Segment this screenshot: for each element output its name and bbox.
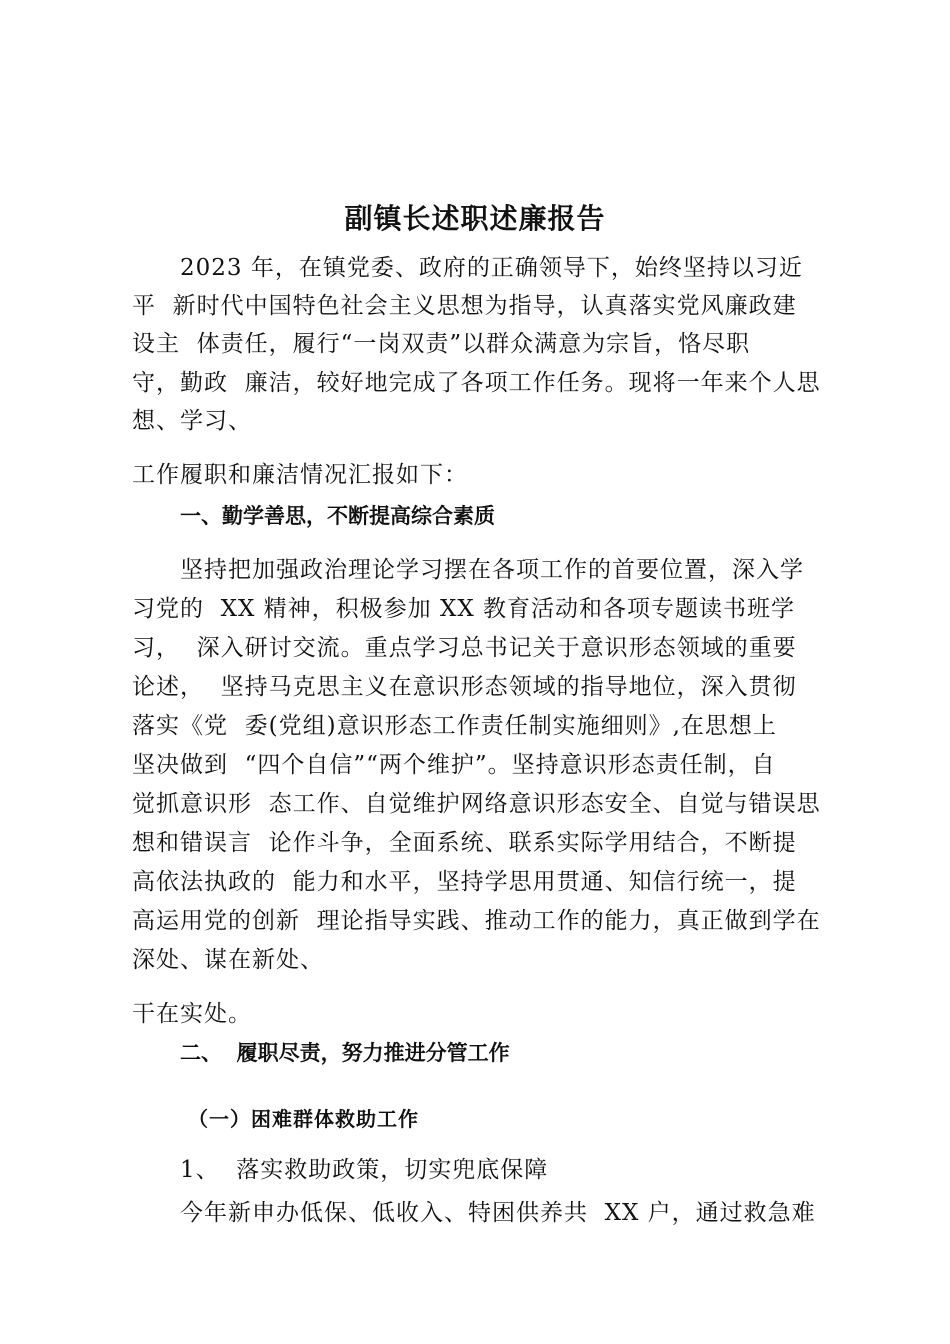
intro-line: 2023 年，在镇党委、政府的正确领导下，始终坚持以习近 [180, 255, 803, 281]
paragraph-line: 习， 深入研讨交流。重点学习总书记关于意识形态领域的重要 [132, 635, 797, 661]
intro-line: 设主 体责任，履行“一岗双责”以群众满意为宗旨，恪尽职 [132, 331, 751, 357]
paragraph-line: 干在实处。 [132, 1001, 252, 1027]
paragraph-line: 坚决做到 “四个自信”“两个维护”。坚持意识形态责任制，自 [132, 752, 776, 778]
subsection-heading: （一）困难群体救助工作 [188, 1107, 419, 1131]
paragraph-line: 觉抓意识形 态工作、自觉维护网络意识形态安全、自觉与错误思 [132, 791, 821, 817]
paragraph-line: 论述， 坚持马克思主义在意识形态领域的指导地位，深入贯彻 [132, 674, 797, 700]
document-title: 副镇长述职述廉报告 [344, 202, 606, 235]
paragraph-line: 高依法执政的 能力和水平，坚持学思用贯通、知信行统一，提 [132, 869, 797, 895]
paragraph-line: 坚持把加强政治理论学习摆在各项工作的首要位置，深入学 [180, 557, 804, 583]
paragraph-line: 想和错误言 论作斗争，全面系统、联系实际学用结合，不断提 [132, 830, 797, 856]
intro-line: 想、学习、 [132, 408, 252, 434]
intro-line: 平 新时代中国特色社会主义思想为指导，认真落实党风廉政建 [132, 293, 797, 319]
paragraph-line: 高运用党的创新 理论指导实践、推动工作的能力，真正做到学在 [132, 908, 821, 934]
intro-line: 工作履职和廉洁情况汇报如下： [132, 462, 468, 488]
paragraph-line: 习党的 XX 精神，积极参加 XX 教育活动和各项专题读书班学 [132, 596, 796, 622]
list-item: 1、 落实救助政策，切实兜底保障 [180, 1157, 549, 1183]
intro-line: 守，勤政 廉洁，较好地完成了各项工作任务。现将一年来个人思 [132, 370, 821, 396]
section-heading: 一、勤学善思，不断提高综合素质 [180, 504, 495, 528]
paragraph-line: 今年新申办低保、低收入、特困供养共 XX 户，通过救急难 [180, 1200, 816, 1226]
paragraph-line: 落实《党 委(党组)意识形态工作责任制实施细则》,在思想上 [132, 713, 777, 739]
paragraph-line: 深处、谋在新处、 [132, 947, 324, 973]
section-heading: 二、 履职尽责，努力推进分管工作 [180, 1041, 510, 1065]
